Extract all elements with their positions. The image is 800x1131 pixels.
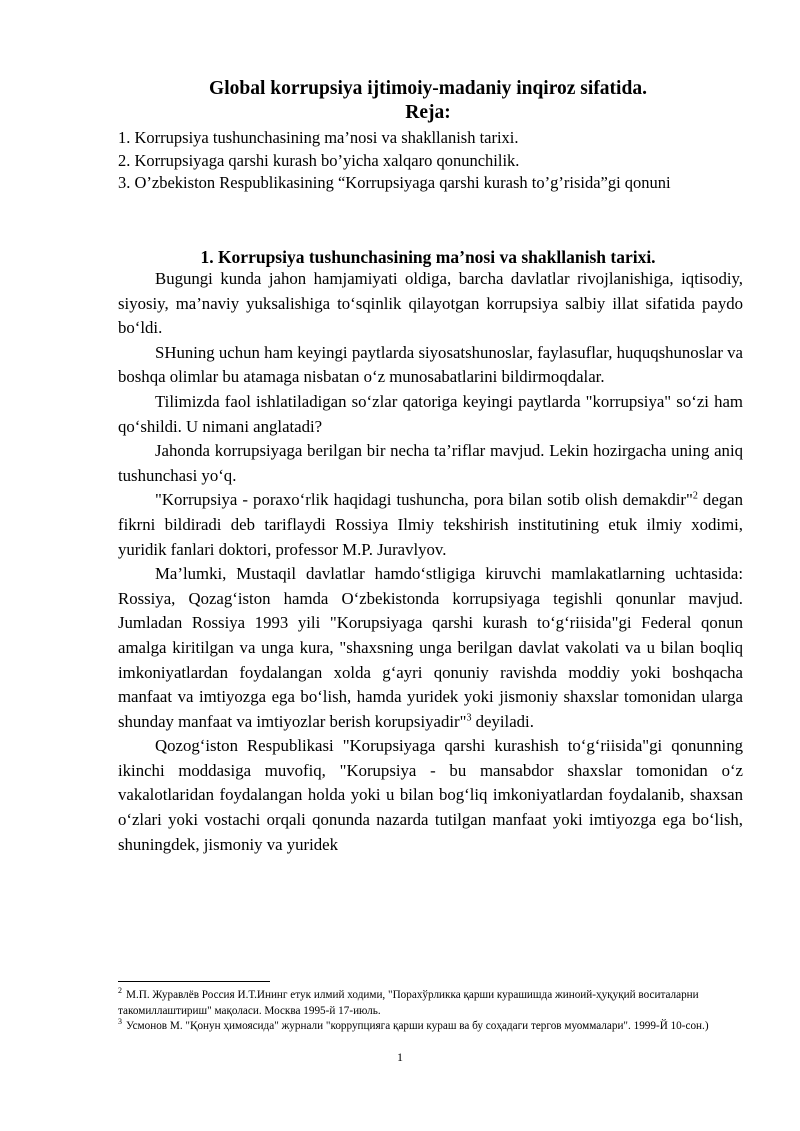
- footnote-ref-3[interactable]: 3: [466, 712, 472, 724]
- paragraph: Jahonda korrupsiyaga berilgan bir necha ta’riflar mavjud. Lekin hozirgacha uning aniq tushunchasi yo‘q.: [118, 441, 743, 485]
- plan-heading: Reja:: [405, 102, 451, 123]
- plan-item: 2. Korrupsiyaga qarshi kurash bo’yicha xalqaro qonunchilik.: [118, 150, 520, 170]
- footnote-item: [118, 1019, 743, 1035]
- paragraph: [118, 488, 743, 562]
- paragraph: SHuning uchun ham keyingi paytlarda siyosatshunoslar, faylasuflar, huquqshunoslar va boshqa olimlar bu atamaga nisbatan o‘z munosabatlarini bildirmoqdalar.: [118, 342, 743, 387]
- section-body: [118, 267, 743, 857]
- footnote-text: Усмонов М. "Қонун ҳимоясида" журнали "коррупцияга қарши кураш ва бу соҳадаги тергов муоммалари". 1999-Й 10-сон.): [126, 1020, 709, 1033]
- paragraph: Tilimizda faol ishlatiladigan so‘zlar qatoriga keyingi paytlarda "korrupsiya" so‘zi ham qo‘shildi. U nimani anglatadi?: [118, 391, 743, 436]
- footnote-text: М.П. Журавлёв Россия И.Т.Ининг етук илмий ходими, "Порахўрликка қарши курашишда жиноий-ҳуқуқий воситаларни такомиллаштириш" мақоласи. Москва 1995-й 17-июль.: [118, 989, 699, 1017]
- plan-item: 1. Korrupsiya tushunchasining ma’nosi va shakllanish tarixi.: [118, 128, 519, 147]
- footnote-mark: 2: [118, 986, 122, 996]
- plan-item: 3. O’zbekiston Respublikasining “Korrupsiyaga qarshi kurash to’g’risida”gi qonuni: [118, 173, 671, 192]
- paragraph-text: "Korrupsiya - poraxo‘rlik haqidagi tushuncha, pora bilan sotib olish demakdir": [155, 490, 693, 510]
- paragraph-text: degan fikrni bildiradi deb tariflaydi Rossiya Ilmiy tekshirish institutining etuk ilmiy xodimi, yuridik fanlari doktori, professor M.P. Juravlyov.: [118, 490, 744, 559]
- footnote-ref-2[interactable]: 2: [692, 490, 698, 502]
- footnote-separator: [118, 981, 270, 982]
- footnote-mark: 3: [118, 1017, 122, 1027]
- section-heading: 1. Korrupsiya tushunchasining ma’nosi va shakllanish tarixi.: [200, 247, 656, 267]
- plan-list: [118, 127, 738, 195]
- paragraph-text: deyiladi.: [471, 711, 534, 731]
- paragraph-text: Ma’lumki, Mustaqil davlatlar hamdo‘stligiga kiruvchi mamlakatlarning uchtasida: Rossiya, Qozag‘iston hamda O‘zbekistonda korrupsiyaga tegishli qonunlar mavjud. Jumladan Rossiya 1993 yili "Korupsiyaga qarshi kurash to‘g‘riisida"gi Federal qonun amalga kiritilgan va unga kura, "shaxsning unga berilgan davlat vakolati va u bilan boqliq imkoniyatlardan foydalangan xolda g‘ayri qonuniy ravishda moddiy yoki boshqacha manfaat va imtiyozga ega bo‘lish, hamda yuridek yoki jismoniy shaxslar tomonidan ularga shunday manfaat va imtiyozlar berish korupsiyadir": [118, 564, 743, 731]
- document-title: Global korrupsiya ijtimoiy-madaniy inqiroz sifatida.: [209, 78, 647, 99]
- paragraph: Bugungi kunda jahon hamjamiyati oldiga, barcha davlatlar rivojlanishiga, iqtisodiy, siyosiy, ma’naviy yuksalishiga to‘sqinlik qilayotgan korrupsiya salbiy illat sifatida paydo bo‘ldi.: [118, 269, 743, 338]
- footnote-item: [118, 988, 743, 1019]
- footnotes: [118, 988, 743, 1035]
- paragraph: [118, 562, 743, 734]
- page-number: 1: [397, 1050, 403, 1064]
- paragraph: Qozog‘iston Respublikasi "Korupsiyaga qarshi kurashish to‘g‘riisida"gi qonunning ikinchi moddasiga muvofiq, "Korupsiya - bu mansabdor shaxslar tomonidan o‘z vakalotlaridan foydalangan holda yoki u bilan bog‘liq imkoniyatlardan foydalanib, shaxsan o‘zlari yoki vostachi orqali qonunda nazarda tutilgan manfaat yoki imtiyozga ega bo‘lish, shuningdek, jismoniy va yuridek: [118, 736, 743, 854]
